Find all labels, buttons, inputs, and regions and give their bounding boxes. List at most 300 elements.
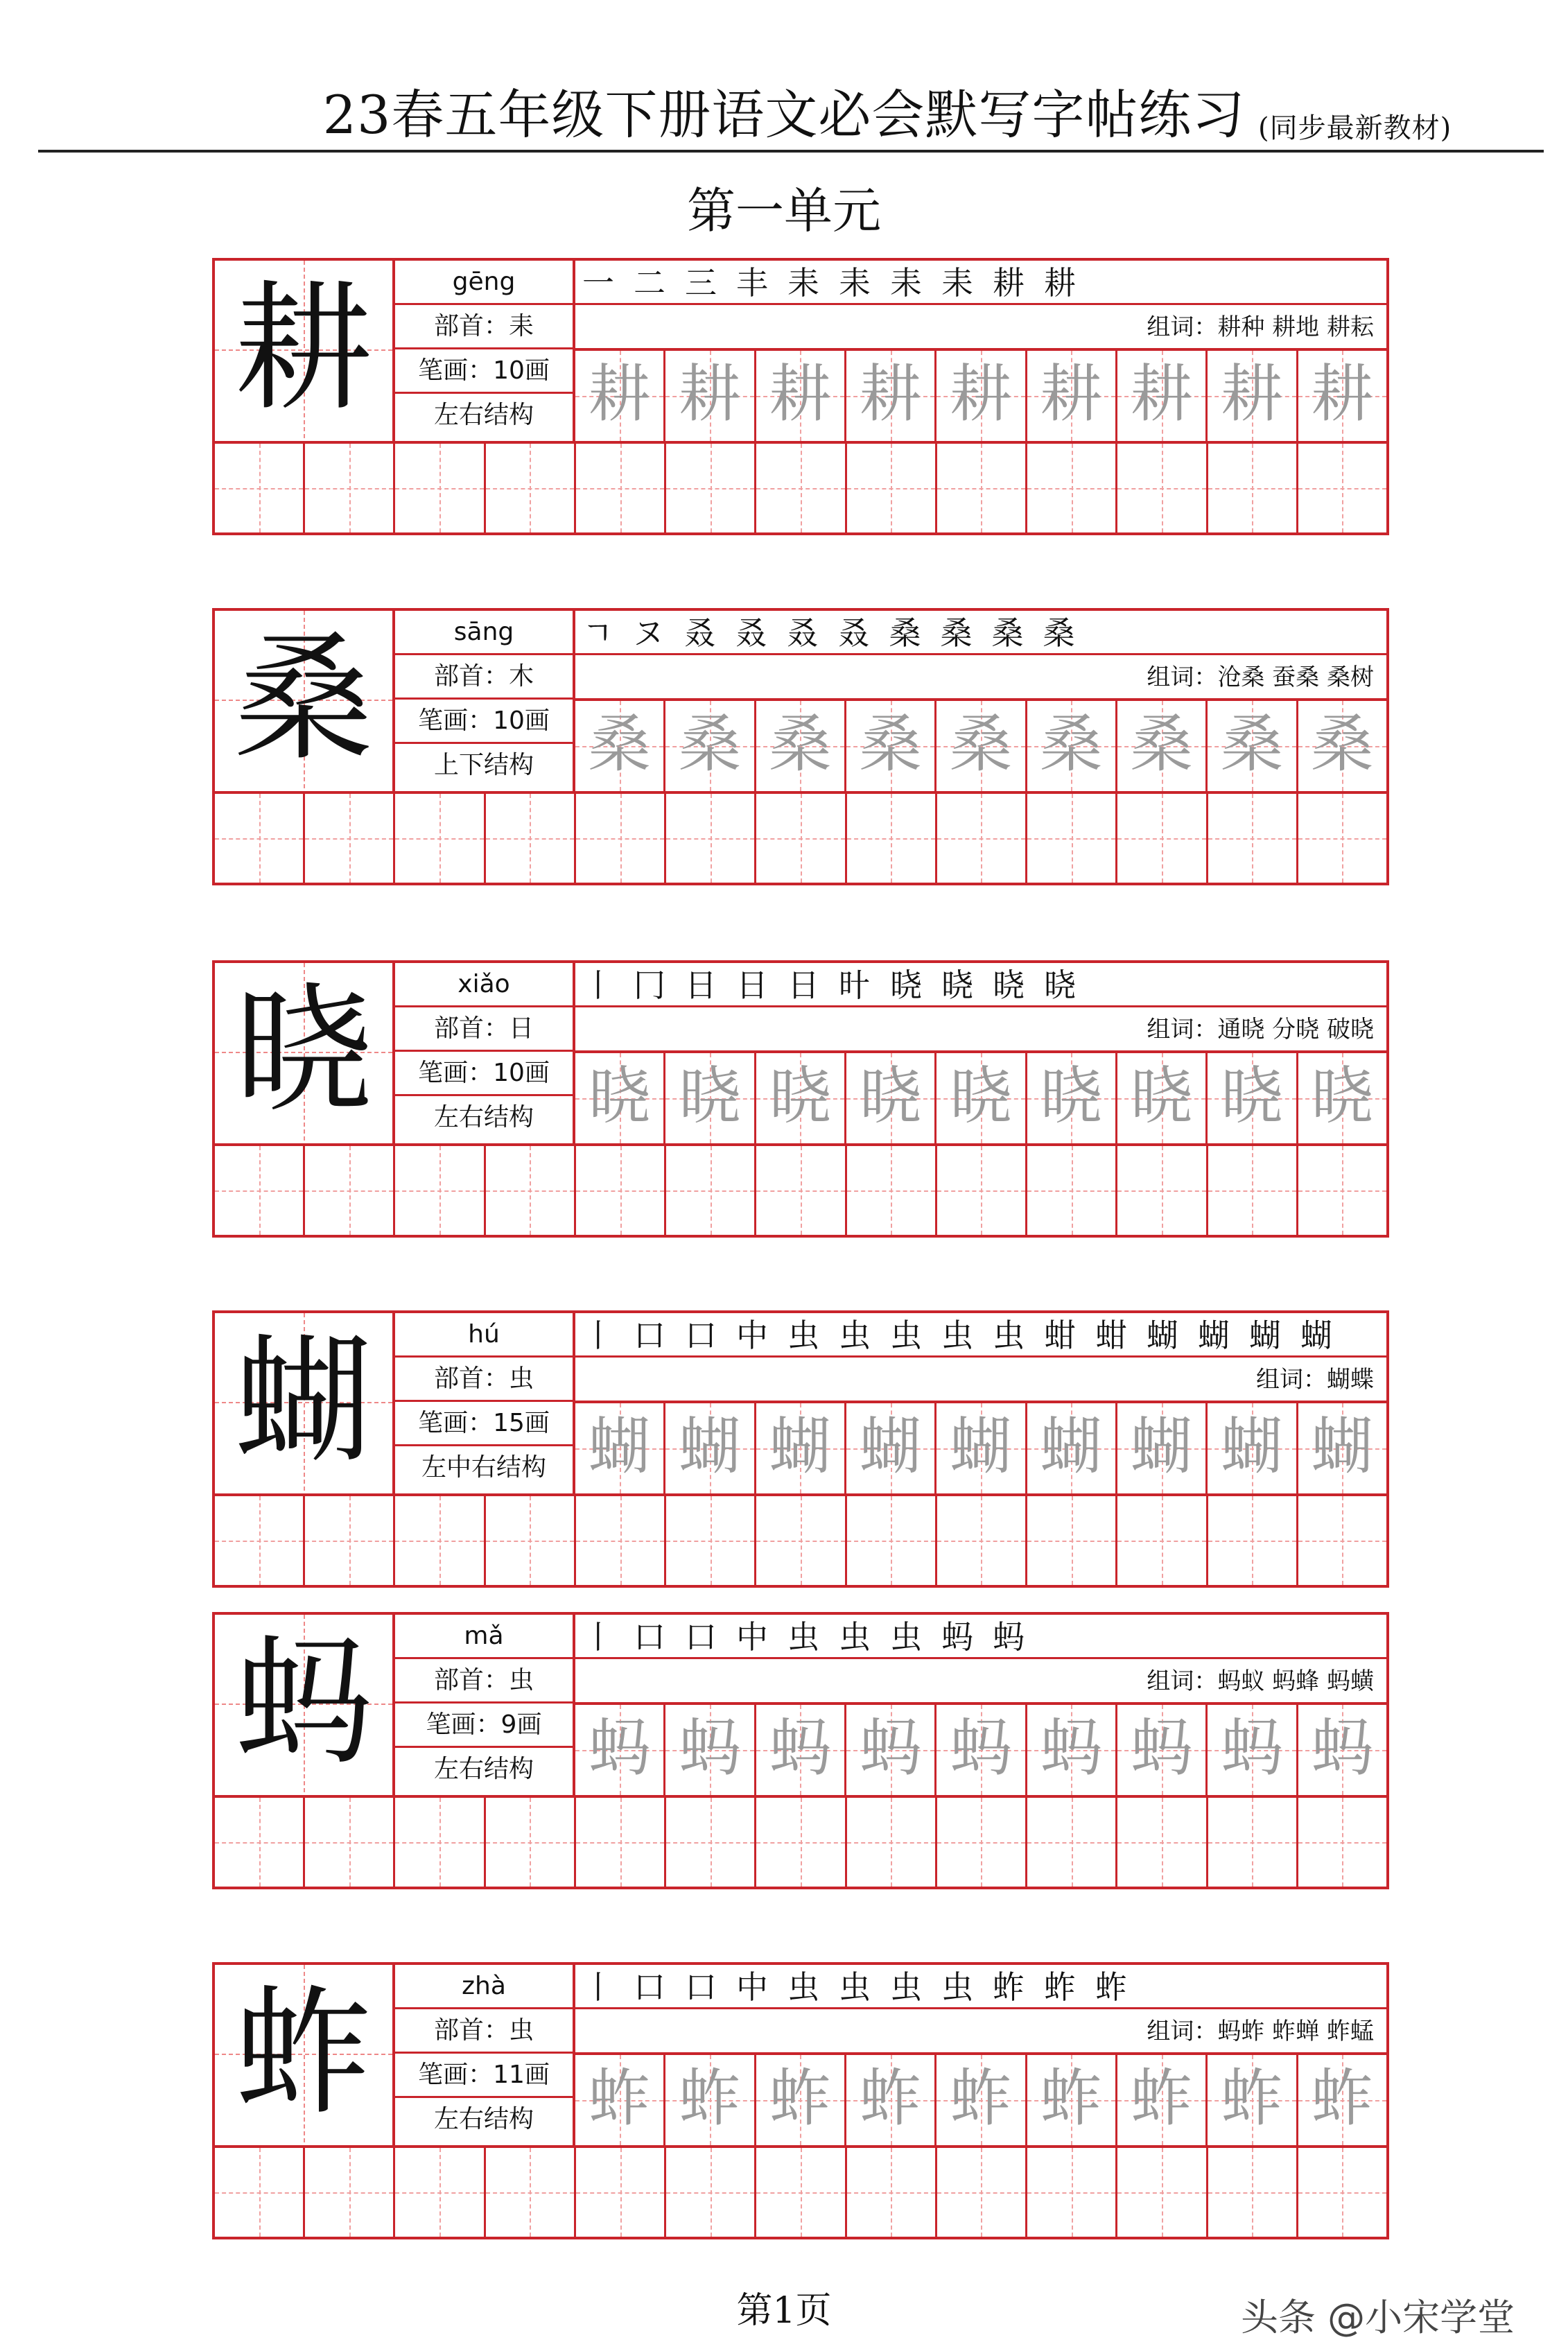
practice-cell[interactable] [937, 2148, 1027, 2237]
stroke-step: 虫 [890, 1968, 922, 2006]
stroke-count: 笔画：9画 [395, 1704, 573, 1748]
practice-cell[interactable] [305, 1798, 395, 1887]
trace-char: 蚂 [1130, 1712, 1193, 1785]
model-character-box [215, 963, 395, 1143]
practice-cell[interactable] [756, 1496, 846, 1585]
word-examples: 组词：蚂蚱 蚱蝉 蚱蜢 [575, 2009, 1386, 2055]
practice-cell[interactable] [1027, 444, 1117, 532]
trace-char: 桑 [769, 708, 832, 781]
trace-cell[interactable] [665, 701, 756, 791]
practice-cell[interactable] [847, 2148, 937, 2237]
practice-cell[interactable] [756, 1798, 846, 1887]
trace-char: 耕 [769, 358, 832, 431]
stroke-step: 丨 [582, 1618, 614, 1656]
practice-cell[interactable] [847, 1146, 937, 1235]
trace-char: 耕 [1311, 358, 1374, 431]
trace-row [575, 351, 1386, 441]
practice-cell[interactable] [576, 444, 666, 532]
stroke-step: 虫 [941, 1968, 973, 2006]
stroke-order-row [575, 1615, 1386, 1659]
practice-cell[interactable] [937, 1146, 1027, 1235]
trace-char: 蝴 [859, 1410, 922, 1483]
trace-cell[interactable] [1027, 1705, 1117, 1795]
stroke-step: 虫 [787, 1618, 819, 1656]
trace-cell[interactable] [665, 1053, 756, 1143]
stroke-count: 笔画：11画 [395, 2054, 573, 2098]
stroke-step: 口 [685, 1618, 717, 1656]
trace-char: 蚂 [1311, 1712, 1374, 1785]
practice-cell[interactable] [1208, 444, 1298, 532]
stroke-step: 蚱 [1044, 1968, 1076, 2006]
stroke-step: 蚶 [1095, 1317, 1127, 1354]
practice-cell[interactable] [847, 444, 937, 532]
model-character: 耕 [234, 268, 373, 430]
model-character: 蚱 [234, 1973, 373, 2134]
trace-cell[interactable] [1117, 1403, 1208, 1493]
stroke-step: 一 [582, 264, 614, 302]
trace-char: 耕 [1130, 358, 1193, 431]
practice-cell[interactable] [215, 1496, 305, 1585]
practice-cell[interactable] [1117, 1798, 1208, 1887]
trace-cell[interactable] [846, 1705, 937, 1795]
trace-cell[interactable] [1208, 1403, 1298, 1493]
trace-cell[interactable] [1117, 701, 1208, 791]
trace-cell[interactable] [1298, 2055, 1386, 2145]
practice-cell[interactable] [1117, 444, 1208, 532]
trace-char: 蝴 [949, 1410, 1012, 1483]
practice-cell[interactable] [666, 794, 756, 883]
practice-cell[interactable] [666, 1146, 756, 1235]
stroke-order-row [575, 261, 1386, 305]
stroke-step: 丰 [736, 264, 768, 302]
trace-row [575, 701, 1386, 791]
trace-cell[interactable] [1027, 2055, 1117, 2145]
practice-cell[interactable] [576, 1146, 666, 1235]
stroke-step: 口 [634, 1618, 665, 1656]
trace-char: 晓 [769, 1060, 832, 1133]
practice-cell[interactable] [1298, 444, 1386, 532]
stroke-step: 桑 [1043, 614, 1075, 652]
trace-cell[interactable] [575, 2055, 665, 2145]
practice-cell[interactable] [305, 2148, 395, 2237]
practice-cell[interactable] [1208, 1798, 1298, 1887]
practice-cell[interactable] [395, 1496, 485, 1585]
practice-cell[interactable] [215, 1798, 305, 1887]
trace-char: 蝴 [588, 1410, 651, 1483]
trace-cell[interactable] [1027, 1053, 1117, 1143]
stroke-order-row [575, 611, 1386, 655]
stroke-step: 叒 [837, 614, 870, 652]
trace-char: 蝴 [1220, 1410, 1283, 1483]
trace-cell[interactable] [575, 351, 665, 441]
stroke-step: 耒 [890, 264, 922, 302]
trace-row [575, 1403, 1386, 1493]
practice-cell[interactable] [486, 1496, 576, 1585]
stroke-step: 虫 [993, 1317, 1025, 1354]
blank-practice-row [215, 1143, 1386, 1235]
info-column [395, 611, 575, 791]
trace-cell[interactable] [1298, 1053, 1386, 1143]
character-card [212, 258, 1389, 535]
trace-char: 蚱 [859, 2062, 922, 2135]
trace-cell[interactable] [1208, 1053, 1298, 1143]
model-character-box [215, 1313, 395, 1493]
info-column [395, 1615, 575, 1795]
pinyin: xiǎo [395, 963, 573, 1007]
practice-cell[interactable] [666, 1798, 756, 1887]
stroke-step: 口 [685, 1317, 717, 1354]
trace-char: 晓 [1130, 1060, 1193, 1133]
stroke-step: 丨 [582, 1968, 614, 2006]
stroke-step: 虫 [787, 1968, 819, 2006]
structure: 左右结构 [433, 401, 534, 429]
trace-cell[interactable] [937, 1705, 1027, 1795]
stroke-step: 口 [685, 1968, 717, 2006]
practice-cell[interactable] [576, 2148, 666, 2237]
stroke-step: 虫 [941, 1317, 973, 1354]
practice-cell[interactable] [215, 1146, 305, 1235]
practice-cell[interactable] [486, 2148, 576, 2237]
practice-cell[interactable] [1298, 1496, 1386, 1585]
structure: 左右结构 [433, 1103, 534, 1132]
stroke-step: 日 [787, 967, 819, 1004]
trace-cell[interactable] [756, 2055, 846, 2145]
pinyin: zhà [395, 1965, 573, 2009]
stroke-step: 日 [685, 967, 717, 1004]
practice-cell[interactable] [1117, 794, 1208, 883]
pinyin: gēng [395, 261, 573, 305]
practice-cell[interactable] [305, 1146, 395, 1235]
practice-cell[interactable] [395, 1798, 485, 1887]
trace-char: 晓 [1311, 1060, 1374, 1133]
trace-char: 晓 [1040, 1060, 1103, 1133]
trace-cell[interactable] [575, 1403, 665, 1493]
trace-char: 蚱 [678, 2062, 741, 2135]
practice-cell[interactable] [756, 1146, 846, 1235]
practice-cell[interactable] [305, 444, 395, 532]
trace-cell[interactable] [846, 701, 937, 791]
model-character: 桑 [234, 618, 373, 780]
stroke-step: 耒 [839, 264, 871, 302]
practice-cell[interactable] [486, 1798, 576, 1887]
trace-char: 耕 [949, 358, 1012, 431]
practice-cell[interactable] [666, 2148, 756, 2237]
practice-cell[interactable] [756, 2148, 846, 2237]
practice-cell[interactable] [395, 2148, 485, 2237]
trace-cell[interactable] [937, 1053, 1027, 1143]
stroke-step: 晓 [993, 967, 1025, 1004]
blank-practice-row [215, 2145, 1386, 2237]
structure: 左中右结构 [421, 1453, 546, 1482]
practice-cell[interactable] [1117, 1496, 1208, 1585]
trace-char: 桑 [1220, 708, 1283, 781]
practice-cell[interactable] [1027, 1146, 1117, 1235]
practice-cell[interactable] [486, 1146, 576, 1235]
trace-char: 蚂 [769, 1712, 832, 1785]
trace-char: 蝴 [1130, 1410, 1193, 1483]
trace-cell[interactable] [575, 701, 665, 791]
word-examples: 组词：蚂蚁 蚂蜂 蚂蟥 [575, 1659, 1386, 1705]
blank-practice-row [215, 791, 1386, 883]
practice-cell[interactable] [305, 1496, 395, 1585]
trace-cell[interactable] [756, 351, 846, 441]
practice-cell[interactable] [847, 1798, 937, 1887]
pinyin: mǎ [395, 1615, 573, 1659]
trace-cell[interactable] [1208, 351, 1298, 441]
practice-cell[interactable] [666, 444, 756, 532]
structure: 上下结构 [433, 751, 534, 779]
practice-cell[interactable] [756, 794, 846, 883]
stroke-step: 蚱 [1095, 1968, 1127, 2006]
practice-cell[interactable] [576, 794, 666, 883]
trace-char: 蚱 [949, 2062, 1012, 2135]
trace-cell[interactable] [1117, 1053, 1208, 1143]
page-title [0, 73, 1568, 148]
practice-cell[interactable] [1027, 1798, 1117, 1887]
trace-cell[interactable] [575, 1053, 665, 1143]
trace-char: 晓 [1220, 1060, 1283, 1133]
trace-char: 蚂 [1040, 1712, 1103, 1785]
practice-cell[interactable] [937, 1798, 1027, 1887]
stroke-step: 日 [736, 967, 768, 1004]
trace-cell[interactable] [665, 351, 756, 441]
practice-cell[interactable] [486, 794, 576, 883]
practice-cell[interactable] [847, 794, 937, 883]
trace-char: 蚂 [859, 1712, 922, 1785]
word-examples: 组词：蝴蝶 [575, 1358, 1386, 1403]
blank-practice-row [215, 1493, 1386, 1585]
stroke-step: 叒 [683, 614, 716, 652]
trace-row [575, 1053, 1386, 1143]
model-character-box [215, 261, 395, 441]
trace-cell[interactable] [846, 351, 937, 441]
stroke-step: 口 [634, 1317, 665, 1354]
trace-cell[interactable] [937, 1403, 1027, 1493]
stroke-order-row [575, 1313, 1386, 1358]
practice-cell[interactable] [305, 794, 395, 883]
trace-cell[interactable] [575, 1705, 665, 1795]
trace-char: 桑 [588, 708, 651, 781]
stroke-step: 耒 [941, 264, 973, 302]
practice-cell[interactable] [1208, 794, 1298, 883]
stroke-step: ㄱ [582, 614, 613, 652]
structure: 左右结构 [433, 1755, 534, 1783]
trace-cell[interactable] [937, 351, 1027, 441]
trace-cell[interactable] [1208, 2055, 1298, 2145]
radical: 部首：木 [395, 655, 573, 700]
stroke-step: 耕 [1044, 264, 1076, 302]
trace-cell[interactable] [756, 1705, 846, 1795]
trace-cell[interactable] [1298, 701, 1386, 791]
character-card [212, 608, 1389, 885]
trace-row [575, 2055, 1386, 2145]
trace-cell[interactable] [665, 1705, 756, 1795]
trace-char: 耕 [1220, 358, 1283, 431]
title-text: 23春五年级下册语文必会默写字帖练习 [322, 84, 1246, 146]
trace-char: 桑 [949, 708, 1012, 781]
practice-cell[interactable] [666, 1496, 756, 1585]
info-column [395, 1313, 575, 1493]
stroke-step: 虫 [839, 1618, 871, 1656]
trace-cell[interactable] [1117, 1705, 1208, 1795]
practice-cell[interactable] [937, 444, 1027, 532]
trace-char: 晓 [949, 1060, 1012, 1133]
practice-cell[interactable] [937, 794, 1027, 883]
trace-char: 蚂 [588, 1712, 651, 1785]
trace-char: 蚂 [949, 1712, 1012, 1785]
word-examples: 组词：沧桑 蚕桑 桑树 [575, 655, 1386, 701]
trace-cell[interactable] [1208, 1705, 1298, 1795]
trace-cell[interactable] [756, 1403, 846, 1493]
trace-char: 蚱 [1130, 2062, 1193, 2135]
practice-cell[interactable] [215, 444, 305, 532]
stroke-step: 晓 [890, 967, 922, 1004]
stroke-step: 桑 [991, 614, 1024, 652]
trace-cell[interactable] [756, 701, 846, 791]
stroke-step: 口 [634, 1968, 665, 2006]
stroke-step: ヌ [632, 614, 665, 652]
character-card [212, 960, 1389, 1238]
practice-cell[interactable] [1298, 1146, 1386, 1235]
radical: 部首：虫 [395, 1659, 573, 1704]
trace-cell[interactable] [846, 2055, 937, 2145]
practice-cell[interactable] [215, 2148, 305, 2237]
practice-cell[interactable] [1298, 794, 1386, 883]
header-divider [38, 150, 1544, 153]
stroke-step: 虫 [787, 1317, 819, 1354]
trace-cell[interactable] [1027, 701, 1117, 791]
trace-cell[interactable] [1208, 701, 1298, 791]
stroke-order-row [575, 963, 1386, 1007]
trace-char: 桑 [678, 708, 741, 781]
trace-cell[interactable] [937, 2055, 1027, 2145]
stroke-step: 叒 [786, 614, 819, 652]
model-character-box [215, 611, 395, 791]
trace-cell[interactable] [1117, 351, 1208, 441]
practice-cell[interactable] [937, 1496, 1027, 1585]
trace-char: 桑 [1130, 708, 1193, 781]
stroke-step: 虫 [839, 1968, 871, 2006]
stroke-step: 冂 [634, 967, 665, 1004]
stroke-step: 耕 [993, 264, 1025, 302]
info-column [395, 261, 575, 441]
stroke-step: 蚶 [1044, 1317, 1076, 1354]
radical: 部首：日 [395, 1007, 573, 1052]
trace-cell[interactable] [665, 1403, 756, 1493]
trace-char: 蚱 [1220, 2062, 1283, 2135]
trace-char: 桑 [1040, 708, 1103, 781]
practice-cell[interactable] [1298, 1798, 1386, 1887]
practice-cell[interactable] [215, 794, 305, 883]
trace-cell[interactable] [1298, 1705, 1386, 1795]
practice-cell[interactable] [1027, 2148, 1117, 2237]
stroke-step: 二 [634, 264, 665, 302]
trace-char: 蚱 [769, 2062, 832, 2135]
stroke-step: 中 [736, 1618, 768, 1656]
radical: 部首：耒 [395, 305, 573, 349]
practice-cell[interactable] [395, 794, 485, 883]
model-character-box [215, 1965, 395, 2145]
trace-cell[interactable] [937, 701, 1027, 791]
stroke-order-row [575, 1965, 1386, 2009]
practice-cell[interactable] [756, 444, 846, 532]
stroke-step: 耒 [787, 264, 819, 302]
model-character-box [215, 1615, 395, 1795]
practice-cell[interactable] [1027, 1496, 1117, 1585]
unit-title: 第一单元 [687, 182, 881, 239]
stroke-step: 蝴 [1198, 1317, 1230, 1354]
stroke-step: 虫 [890, 1317, 922, 1354]
practice-cell[interactable] [1208, 2148, 1298, 2237]
trace-char: 蝴 [678, 1410, 741, 1483]
info-column [395, 1965, 575, 2145]
practice-cell[interactable] [395, 1146, 485, 1235]
practice-cell[interactable] [847, 1496, 937, 1585]
stroke-step: 蚂 [941, 1618, 973, 1656]
trace-cell[interactable] [846, 1053, 937, 1143]
trace-char: 桑 [1311, 708, 1374, 781]
practice-cell[interactable] [486, 444, 576, 532]
info-column [395, 963, 575, 1143]
model-character: 晓 [234, 971, 373, 1132]
practice-cell[interactable] [576, 1798, 666, 1887]
trace-cell[interactable] [1117, 2055, 1208, 2145]
stroke-count: 笔画：15画 [395, 1402, 573, 1446]
trace-cell[interactable] [1027, 1403, 1117, 1493]
structure: 左右结构 [433, 2105, 534, 2133]
trace-char: 蝴 [1040, 1410, 1103, 1483]
practice-cell[interactable] [1117, 2148, 1208, 2237]
trace-char: 蚂 [678, 1712, 741, 1785]
watermark: 头条 @小宋学堂 [1241, 2296, 1515, 2339]
trace-char: 晓 [678, 1060, 741, 1133]
stroke-step: 蝴 [1147, 1317, 1178, 1354]
model-character: 蚂 [234, 1622, 373, 1784]
stroke-count: 笔画：10画 [395, 700, 573, 744]
practice-cell[interactable] [576, 1496, 666, 1585]
trace-cell[interactable] [1298, 1403, 1386, 1493]
practice-cell[interactable] [1117, 1146, 1208, 1235]
stroke-step: 桑 [940, 614, 973, 652]
trace-char: 耕 [678, 358, 741, 431]
trace-char: 蚂 [1220, 1712, 1283, 1785]
stroke-count: 笔画：10画 [395, 1052, 573, 1096]
practice-cell[interactable] [1027, 794, 1117, 883]
radical: 部首：虫 [395, 2009, 573, 2054]
practice-cell[interactable] [1208, 1146, 1298, 1235]
trace-cell[interactable] [756, 1053, 846, 1143]
practice-cell[interactable] [1298, 2148, 1386, 2237]
stroke-step: 虫 [839, 1317, 871, 1354]
stroke-step: 蝴 [1300, 1317, 1332, 1354]
model-character: 蝴 [234, 1321, 373, 1482]
stroke-step: 蚱 [993, 1968, 1025, 2006]
trace-cell[interactable] [846, 1403, 937, 1493]
practice-cell[interactable] [395, 444, 485, 532]
character-card [212, 1612, 1389, 1889]
trace-cell[interactable] [1027, 351, 1117, 441]
trace-char: 耕 [859, 358, 922, 431]
stroke-count: 笔画：10画 [395, 349, 573, 394]
practice-cell[interactable] [1208, 1496, 1298, 1585]
pinyin: sāng [395, 611, 573, 655]
trace-char: 蚱 [1040, 2062, 1103, 2135]
radical: 部首：虫 [395, 1358, 573, 1402]
character-card [212, 1962, 1389, 2239]
trace-cell[interactable] [1298, 351, 1386, 441]
trace-char: 耕 [588, 358, 651, 431]
trace-cell[interactable] [665, 2055, 756, 2145]
